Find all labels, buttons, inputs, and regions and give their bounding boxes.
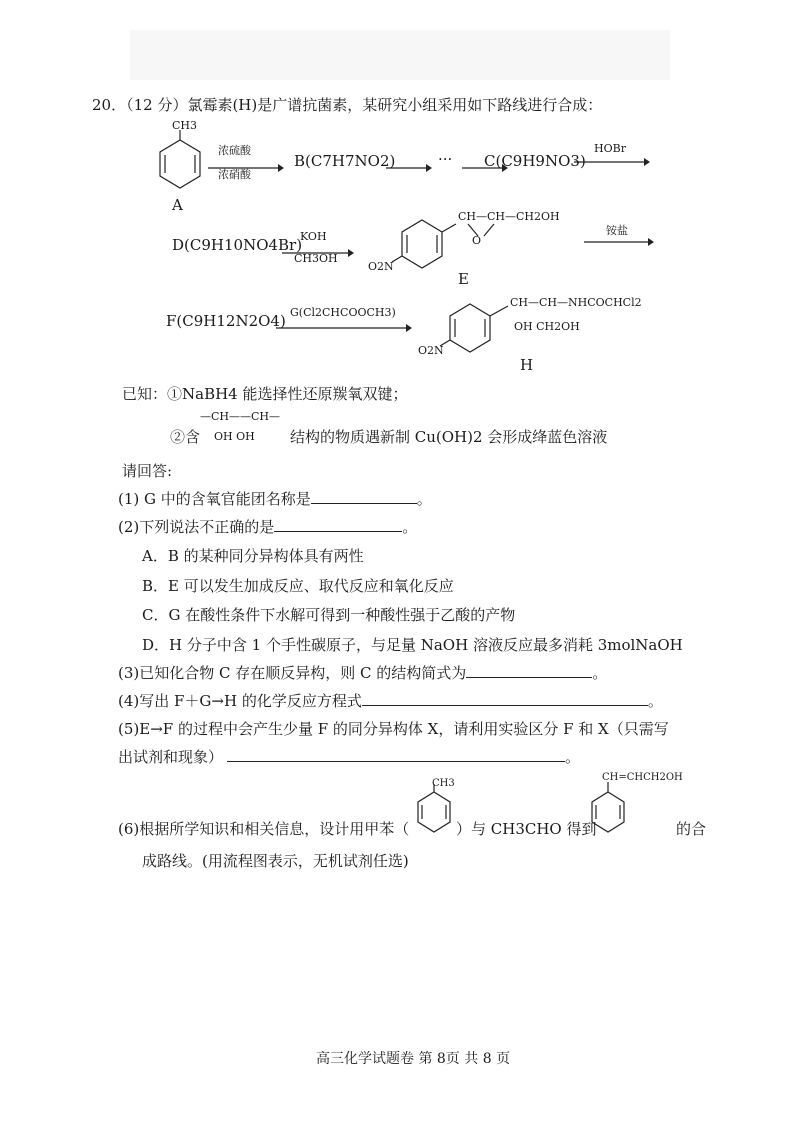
compound-D: D(C9H10NO4Br) xyxy=(172,236,303,254)
reagent4: 铵盐 xyxy=(606,224,628,237)
option-B: B．E 可以发生加成反应、取代反应和氧化反应 xyxy=(142,577,454,595)
known-item-2-prefix: ②含 xyxy=(170,428,201,446)
answer-blank-2[interactable] xyxy=(274,517,402,532)
label-E: E xyxy=(458,270,469,288)
arrow-6 xyxy=(584,232,654,251)
question-1: (1) G 中的含氧官能团名称是 。 xyxy=(118,490,432,508)
reagent5: G(Cl2CHCOOCH3) xyxy=(290,306,396,319)
epoxide-bonds xyxy=(464,222,504,246)
product-substituent: CH=CHCH2OH xyxy=(602,772,683,783)
answer-blank-1[interactable] xyxy=(311,489,417,504)
answer-blank-3[interactable] xyxy=(466,663,592,678)
label-A: A xyxy=(172,196,183,214)
arrow-2 xyxy=(386,158,432,177)
H-nitro: O2N xyxy=(418,344,444,357)
question-6-part2: ）与 CH3CHO 得到 xyxy=(456,820,597,838)
label-H: H xyxy=(520,356,534,374)
A-substituent: CH3 xyxy=(172,119,198,132)
question-5-line1: (5)E→F 的过程中会产生少量 F 的同分异构体 X，请利用实验区分 F 和 X（只需写 xyxy=(118,720,669,738)
E-chain: CH—CH—CH2OH xyxy=(458,210,560,223)
compound-C: C(C9H9NO3) xyxy=(484,152,586,170)
E-oxygen: O xyxy=(472,234,482,247)
dots: ··· xyxy=(438,150,453,168)
answer-prompt: 请回答: xyxy=(122,462,173,480)
reagent3-bottom: CH3OH xyxy=(294,252,338,265)
scan-shading xyxy=(130,30,670,80)
option-A: A．B 的某种同分异构体具有两性 xyxy=(142,547,364,565)
question-2: (2)下列说法不正确的是 。 xyxy=(118,518,418,536)
reagent3-top: KOH xyxy=(300,230,327,243)
H-chain-top: CH—CH—NHCOCHCl2 xyxy=(510,296,642,309)
question-6-line2: 成路线。(用流程图表示，无机试剂任选) xyxy=(142,852,409,870)
compound-B: B(C7H7NO2) xyxy=(294,152,396,170)
question-6-part1: (6)根据所学知识和相关信息，设计用甲苯（ xyxy=(118,820,410,838)
reagent2: HOBr xyxy=(594,142,626,155)
question-4: (4)写出 F＋G→H 的化学反应方程式 。 xyxy=(118,692,663,710)
E-nitro: O2N xyxy=(368,260,394,273)
diol-structure-bottom: OH OH xyxy=(214,430,255,443)
reagent1-top: 浓硫酸 xyxy=(218,144,251,157)
H-chain-bottom: OH CH2OH xyxy=(514,320,580,333)
answer-blank-5[interactable] xyxy=(227,747,565,762)
reagent1-bottom: 浓硝酸 xyxy=(218,168,251,181)
known-item-2-suffix: 结构的物质遇新制 Cu(OH)2 会形成绛蓝色溶液 xyxy=(290,428,608,446)
diol-structure-top: —CH——CH— xyxy=(200,410,281,423)
arrow-4 xyxy=(574,152,650,171)
page-footer: 高三化学试题卷 第 8页 共 8 页 xyxy=(316,1051,511,1067)
known-item-1: 已知：①NaBH4 能选择性还原羰氧双键； xyxy=(122,385,408,403)
arrow-7 xyxy=(276,318,412,337)
answer-blank-4[interactable] xyxy=(362,691,648,706)
option-C: C．G 在酸性条件下水解可得到一种酸性强于乙酸的产物 xyxy=(142,606,516,624)
question-header: 20．（12 分）氯霉素(H)是广谱抗菌素，某研究小组采用如下路线进行合成： xyxy=(92,96,603,114)
question-3: (3)已知化合物 C 存在顺反异构，则 C 的结构简式为 。 xyxy=(118,664,608,682)
question-5-line2: 出试剂和现象） 。 xyxy=(118,748,581,766)
toluene-substituent: CH3 xyxy=(432,778,455,789)
option-D: D．H 分子中含 1 个手性碳原子，与足量 NaOH 溶液反应最多消耗 3molNaOH xyxy=(142,636,683,654)
compound-F: F(C9H12N2O4) xyxy=(166,312,286,330)
question-6-part3: 的合 xyxy=(676,820,707,838)
